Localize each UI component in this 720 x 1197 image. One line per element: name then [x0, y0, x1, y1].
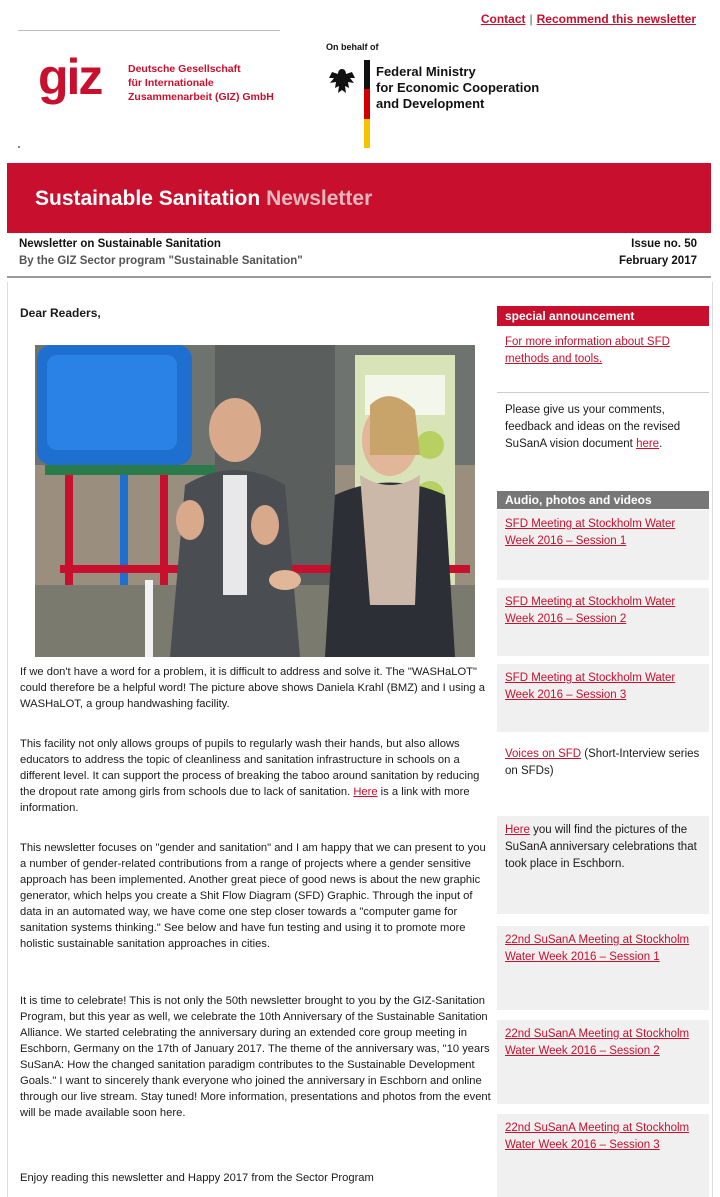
- ministry-line-1: Federal Ministry: [376, 64, 476, 79]
- susana-session-1-box: [497, 926, 709, 1010]
- sfd-session-2-link[interactable]: SFD Meeting at Stockholm Water Week 2016 – Session 2: [505, 596, 676, 625]
- facility-text-end: is a link with more information.: [20, 786, 470, 814]
- anniversary-pictures-box: [497, 816, 709, 914]
- on-behalf-label: On behalf of: [326, 42, 379, 52]
- issue-date: February 2017: [619, 255, 697, 267]
- giz-line-2: für Internationale: [128, 77, 214, 89]
- flag-black: [364, 60, 370, 89]
- banner-title-suffix: Newsletter: [266, 187, 373, 210]
- subheader-title: Newsletter on Sustainable Sanitation: [19, 238, 221, 250]
- sfd-session-1-box: [497, 510, 709, 580]
- newsletter-banner: [7, 163, 711, 233]
- susana-session-2-link[interactable]: 22nd SuSanA Meeting at Stockholm Water Week 2016 – Session 2: [505, 1028, 690, 1057]
- contact-link[interactable]: Contact: [480, 12, 526, 26]
- sfd-session-3-link[interactable]: SFD Meeting at Stockholm Water Week 2016 – Session 3: [505, 672, 676, 701]
- greeting: Dear Readers,: [20, 306, 101, 320]
- decor-dot: [18, 146, 20, 148]
- flag-gold: [364, 119, 370, 148]
- issue-number: Issue no. 50: [631, 238, 697, 250]
- closing-paragraph: Enjoy reading this newsletter and Happy 2017 from the Sector Program: [20, 1172, 374, 1184]
- susana-session-3-box: [497, 1114, 709, 1197]
- facility-paragraph: [20, 736, 494, 816]
- link-separator: |: [529, 12, 533, 26]
- banner-title: [35, 187, 372, 211]
- gender-paragraph: This newsletter focuses on "gender and sanitation" and I am happy that we can present to you a number of gender-related contributions from a range of projects where a gender sensitive approach has been implemented. Another great piece of good news is about the new graphic generator, which helps you create a Shit Flow Diagram (SFD) Graphic. Through the input of data in an automated way, we have come one step closer towards a "computer game for sanitation systems thinking." See below and have fun testing and using it to promote more holistic sustainable sanitation approaches in cities.: [20, 842, 486, 950]
- susana-session-1-link[interactable]: 22nd SuSanA Meeting at Stockholm Water Week 2016 – Session 1: [505, 934, 690, 963]
- comments-end: .: [659, 438, 663, 450]
- ministry-line-3: and Development: [376, 96, 485, 111]
- giz-logo: giz: [38, 49, 102, 105]
- facility-here-link[interactable]: Here: [353, 786, 378, 798]
- washalot-photo: [35, 345, 475, 657]
- giz-line-3: Zusammenarbeit (GIZ) GmbH: [128, 91, 274, 103]
- giz-name: [128, 62, 274, 104]
- sfd-info-link[interactable]: For more information about SFD methods and tools.: [505, 336, 670, 365]
- federal-eagle-icon: [326, 66, 358, 100]
- sfd-session-3-box: [497, 664, 709, 732]
- sfd-session-2-box: [497, 588, 709, 656]
- ministry-name: [376, 64, 539, 112]
- pictures-here-link[interactable]: Here: [505, 824, 530, 836]
- sfd-info-box: [497, 328, 709, 384]
- pictures-text: you will find the pictures of the SuSanA anniversary celebrations that took place in Eschborn.: [505, 824, 697, 870]
- voices-text: (Short-Interview series on SFDs): [505, 748, 700, 777]
- sfd-session-1-link[interactable]: SFD Meeting at Stockholm Water Week 2016 – Session 1: [505, 518, 676, 547]
- vision-here-link[interactable]: here: [636, 438, 660, 450]
- facility-text: This facility not only allows groups of pupils to regularly wash their hands, but also allows educators to address the topic of cleanliness and sanitation infrastructure in schools on a different level. It can support the process of breaking the taboo around sanitation by reducing the dropout rate among girls from schools due to lack of sanitation.: [20, 738, 480, 798]
- german-flag-bar: [364, 60, 370, 148]
- photo-illustration: [35, 345, 475, 657]
- susana-session-2-box: [497, 1020, 709, 1104]
- header-divider: [18, 30, 280, 31]
- voices-on-sfd-link[interactable]: Voices on SFD: [505, 748, 582, 760]
- comments-text: Please give us your comments, feedback and ideas on the revised SuSanA vision document: [505, 404, 681, 450]
- susana-session-3-link[interactable]: 22nd SuSanA Meeting at Stockholm Water Week 2016 – Session 3: [505, 1122, 690, 1151]
- comments-box: [497, 396, 709, 476]
- anniversary-paragraph: It is time to celebrate! This is not only the 50th newsletter brought to you by the GIZ-Sanitation Program, but this year as well, we celebrate the 10th Anniversary of the Sustainable Sanitation Alliance. We started celebrating the anniversary during an extended core group meeting in Eschborn, Germany on the 17th of January 2017. The theme of the anniversary was, "10 years SuSanA: How the changed sanitation paradigm contributes to the Sustainable Development Goals." I want to sincerely thank everyone who joined the anniversary in Eschborn and online through our live stream. Stay tuned! More information, presentations and photos from the event will be made available soon here.: [20, 995, 491, 1119]
- subheader-byline: By the GIZ Sector program "Sustainable Sanitation": [19, 255, 303, 267]
- top-links: [481, 12, 696, 26]
- intro-paragraph: If we don't have a word for a problem, it is difficult to address and solve it. The "WASHaLOT" could therefore be a helpful word! The picture above shows Daniela Krahl (BMZ) and I using a WASHaLOT, a group handwashing facility.: [20, 666, 485, 710]
- banner-title-main: Sustainable Sanitation: [35, 187, 261, 210]
- flag-red: [364, 89, 370, 118]
- recommend-link[interactable]: Recommend this newsletter: [536, 12, 696, 26]
- audio-video-heading: Audio, photos and videos: [497, 491, 709, 509]
- giz-line-1: Deutsche Gesellschaft: [128, 63, 241, 75]
- ministry-line-2: for Economic Cooperation: [376, 80, 540, 95]
- sidebar-divider: [497, 392, 709, 393]
- issue-subheader: [7, 236, 711, 278]
- voices-box: [497, 740, 709, 806]
- special-announcement-heading: special announcement: [497, 306, 709, 326]
